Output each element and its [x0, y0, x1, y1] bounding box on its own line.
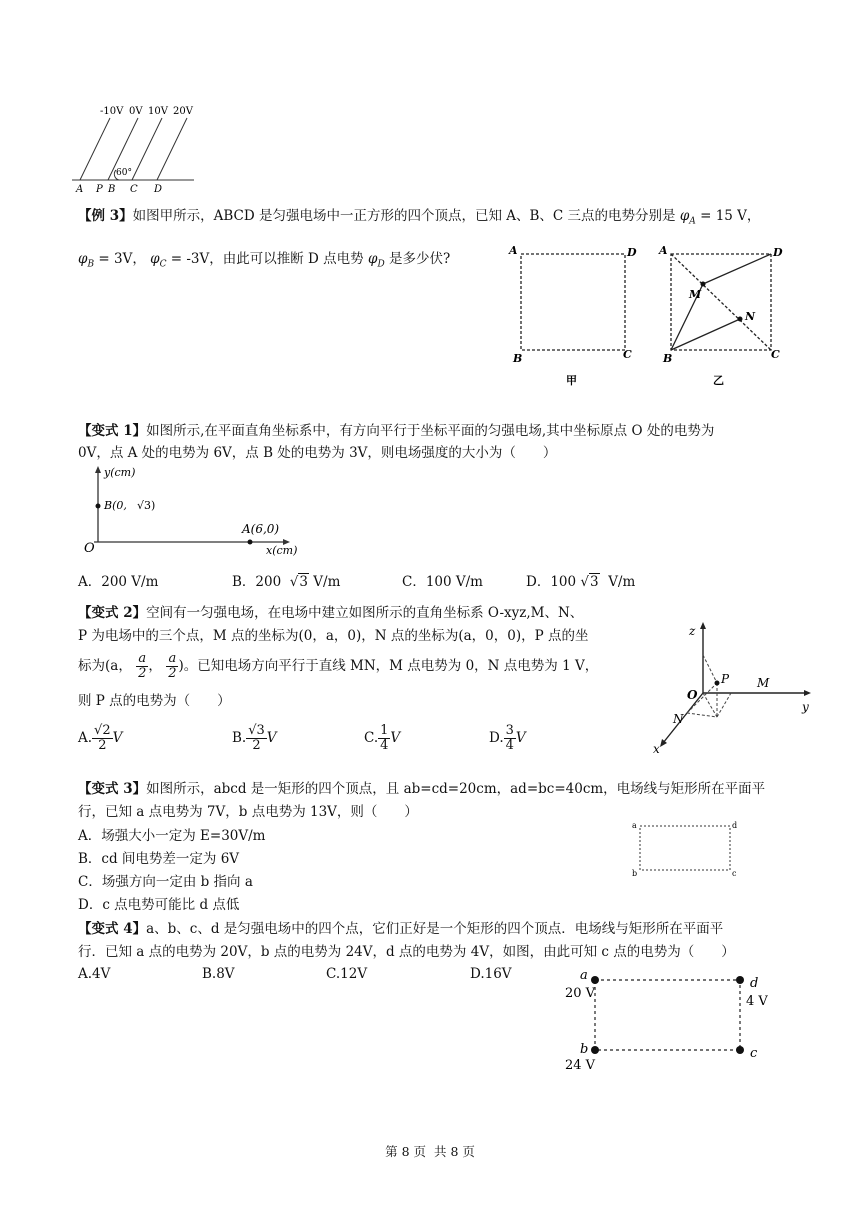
unit-v: V	[266, 730, 277, 746]
axis-x-label: x	[653, 742, 660, 756]
sqrt3-d: √3	[580, 574, 599, 590]
yi-label-n: N	[745, 310, 756, 323]
example-3-question: 是多少伏?	[388, 251, 451, 267]
example-3-line-1	[78, 205, 760, 233]
variant-1-option-a[interactable]: A．200 V/m	[78, 574, 159, 590]
variant-4-option-a[interactable]: A.4V	[78, 966, 111, 982]
variant-3-option-d[interactable]: D．c 点电势可能比 d 点低	[78, 897, 240, 913]
point-m-label: M	[757, 676, 770, 690]
coordinate-figure-xyz	[645, 615, 820, 765]
variant-1-tag: 【变式 1】	[78, 423, 147, 439]
point-d-potential: 4 V	[746, 994, 768, 1009]
fraction-a-over-2-second: $\frac{a}{2}$	[168, 651, 177, 681]
point-a-label: a	[580, 968, 588, 983]
label-20v: 20V	[173, 106, 193, 117]
option-c-prefix: C.	[364, 730, 379, 746]
yi-label-a: A	[659, 244, 668, 257]
point-a: A	[76, 184, 84, 195]
axis-x-label: x(cm)	[266, 544, 298, 557]
fraction-3-over-4: $\frac{3}{4}$	[505, 723, 514, 753]
point-b: B	[108, 184, 116, 195]
example-3-line-2	[78, 248, 450, 276]
variant-3-option-a[interactable]: A．场强大小一定为 E=30V/m	[78, 828, 266, 844]
variant-3-option-c[interactable]: C．场强方向一定由 b 指向 a	[78, 874, 253, 890]
option-b-unit: V/m	[313, 574, 341, 590]
yi-label-c: C	[771, 348, 780, 361]
unit-v: V	[112, 730, 123, 746]
point-a-label: A(6,0)	[242, 522, 280, 536]
rect-d-label: d	[732, 821, 738, 830]
axis-y-label: y	[802, 700, 809, 714]
variant-4-option-b[interactable]: B.8V	[202, 966, 235, 982]
variant-1-text-1: 如图所示,在平面直角坐标系中，有方向平行于坐标平面的匀强电场,其中坐标原点 O 处的电势为	[146, 423, 715, 439]
variant-3-option-b[interactable]: B．cd 间电势差一定为 6V	[78, 851, 240, 867]
comma: ，	[148, 658, 162, 674]
rect-c-label: c	[732, 869, 737, 878]
variant-2-line-4	[78, 690, 231, 712]
point-b-label: B(0,	[104, 499, 127, 512]
point-d: D	[154, 184, 163, 195]
axis-z-label: z	[689, 624, 696, 638]
rect-b-label: b	[632, 869, 638, 878]
axis-y-label: y(cm)	[104, 466, 136, 479]
point-b-label: b	[580, 1042, 589, 1057]
variant-1-line-1	[78, 420, 714, 442]
label-minus10v: -10V	[100, 106, 124, 117]
point-c: C	[130, 184, 138, 195]
phi-b-value: = 3V，	[98, 251, 146, 267]
square-figure-yi	[655, 240, 795, 390]
variant-2-text-4: 则 P 点的电势为（ ）	[78, 693, 231, 709]
fraction-sqrt2-over-2: $\frac{√2}{2}$	[94, 723, 111, 753]
variant-2-option-a[interactable]	[78, 724, 122, 753]
jia-label-b: B	[513, 352, 523, 365]
phi-b-symbol: $\varphi_B$	[78, 251, 95, 270]
jia-label-a: A	[509, 244, 518, 257]
point-n-label: N	[673, 712, 684, 726]
point-p: P	[96, 184, 103, 195]
option-a-prefix: A.	[78, 730, 93, 746]
phi-c-symbol: $\varphi_C$	[150, 251, 167, 270]
example-3-tag: 【例 3】	[78, 208, 133, 224]
variant-2-text-2: P 为电场中的三个点，M 点的坐标为(0，a，0)，N 点的坐标为(a，0，0)，P 点的坐	[78, 628, 589, 644]
variant-2-option-d[interactable]	[489, 724, 526, 753]
variant-3-line-2	[78, 801, 418, 823]
coordinate-figure-xy	[80, 462, 305, 557]
variant-4-line-2	[78, 941, 735, 963]
origin-o-label: O	[687, 688, 698, 702]
variant-3-line-1	[78, 778, 765, 800]
variant-2-text-3c: )。已知电场方向平行于直线 MN，M 点电势为 0，N 点电势为 1 V，	[178, 658, 599, 674]
variant-4-option-d[interactable]: D.16V	[470, 966, 512, 982]
label-10v: 10V	[148, 106, 168, 117]
option-b-prefix: B．200	[232, 574, 282, 590]
unit-v: V	[515, 730, 526, 746]
point-b-sqrt-value: 3)	[144, 499, 156, 512]
variant-4-text-2: 行．已知 a 点的电势为 20V，b 点的电势为 24V，d 点的电势为 4V，如图，由此可知 c 点的电势为（ ）	[78, 944, 735, 960]
square-figure-jia	[505, 240, 640, 390]
point-p-label: P	[721, 672, 730, 686]
equipotential-figure	[72, 100, 202, 195]
phi-a-symbol: $\varphi_A$	[679, 208, 696, 227]
rect-a-label: a	[632, 821, 637, 830]
variant-2-text-3a: 标为(a，	[78, 658, 132, 674]
origin-label: O	[84, 541, 95, 556]
variant-1-option-c[interactable]: C．100 V/m	[402, 574, 483, 590]
point-a-potential: 20 V	[565, 986, 596, 1001]
point-d-label: d	[750, 976, 759, 991]
yi-label-d: D	[773, 246, 783, 259]
jia-label-c: C	[623, 348, 632, 361]
jia-label-d: D	[627, 246, 637, 259]
sqrt3-b: √3	[289, 574, 308, 590]
angle-label: 60°	[116, 168, 132, 178]
variant-3-text-2: 行，已知 a 点电势为 7V，b 点电势为 13V，则（ ）	[78, 804, 418, 820]
variant-2-line-2	[78, 625, 589, 647]
variant-1-option-b[interactable]	[232, 570, 340, 590]
variant-4-option-c[interactable]: C.12V	[326, 966, 368, 982]
point-b-potential: 24 V	[565, 1058, 596, 1073]
variant-2-line-1	[78, 602, 583, 624]
variant-2-option-b[interactable]	[232, 724, 277, 753]
example-3-text-1: 如图甲所示，ABCD 是匀强电场中一正方形的四个顶点，已知 A、B、C 三点的电势分别是	[132, 208, 676, 224]
variant-3-text-1: 如图所示，abcd 是一矩形的四个顶点，且 ab=cd=20cm，ad=bc=40cm，电场线与矩形所在平面平	[146, 781, 766, 797]
caption-yi: 乙	[713, 374, 724, 387]
variant-1-text-2: 0V，点 A 处的电势为 6V，点 B 处的电势为 3V，则电场强度的大小为（ ）	[78, 445, 557, 461]
fraction-sqrt3-over-2: $\frac{√3}{2}$	[248, 723, 265, 753]
caption-jia: 甲	[566, 374, 577, 387]
variant-2-tag: 【变式 2】	[78, 605, 147, 621]
variant-1-option-d[interactable]	[526, 570, 635, 590]
phi-a-value: = 15 V，	[700, 208, 761, 224]
point-b-sqrt: √	[137, 499, 145, 512]
unit-v: V	[390, 730, 401, 746]
option-d-prefix: D.	[489, 730, 504, 746]
variant-4-text-1: a、b、c、d 是匀强电场中的四个点，它们正好是一个矩形的四个顶点．电场线与矩形所在平面平	[146, 921, 724, 937]
option-d-prefix: D．100	[526, 574, 577, 590]
variant-2-option-c[interactable]	[364, 724, 400, 753]
variant-2-text-1: 空间有一匀强电场，在电场中建立如图所示的直角坐标系 O-xyz,M、N、	[146, 605, 584, 621]
page-footer: 第 8 页 共 8 页	[385, 1144, 475, 1159]
yi-label-b: B	[663, 352, 673, 365]
option-d-unit: V/m	[608, 574, 636, 590]
variant-2-line-3	[78, 652, 598, 681]
rectangle-figure-potentials	[560, 965, 775, 1075]
fraction-a-over-2-first: $\frac{a}{2}$	[138, 651, 147, 681]
fraction-1-over-4: $\frac{1}{4}$	[380, 723, 389, 753]
yi-label-m: M	[689, 288, 702, 301]
variant-4-line-1	[78, 918, 723, 940]
phi-c-value: = -3V，由此可以推断 D 点电势	[170, 251, 364, 267]
option-b-prefix: B.	[232, 730, 247, 746]
variant-3-tag: 【变式 3】	[78, 781, 147, 797]
rectangle-figure-abcd	[630, 818, 745, 880]
variant-4-tag: 【变式 4】	[78, 921, 147, 937]
label-0v: 0V	[129, 106, 143, 117]
variant-1-line-2	[78, 442, 556, 464]
phi-d-symbol: $\varphi_D$	[367, 251, 385, 270]
point-c-label: c	[750, 1046, 758, 1061]
